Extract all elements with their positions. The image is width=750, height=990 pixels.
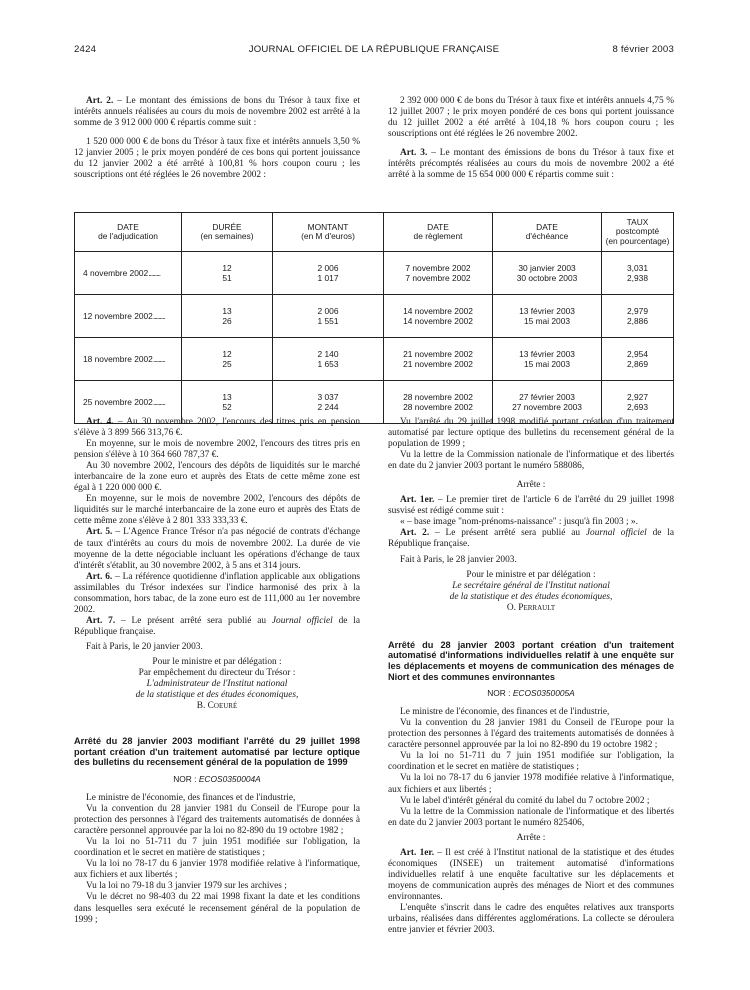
article-label: Art. 2. (400, 528, 430, 539)
quote-line: « – base image "nom-prénoms-naissance" : jusqu'à fin 2003 ; ». (400, 517, 638, 528)
header-echeance: DATE d'échéance (493, 213, 602, 252)
top-right-column (388, 96, 674, 181)
cell-adjudication: 12 novembre 2002......... (75, 295, 182, 338)
article-2-paragraph: Art. 2. – Le présent arrêté sera publié au Journal officiel de la République française. (388, 528, 675, 550)
cell-duree: 13 26 (182, 295, 273, 338)
arrete-heading: Arrête : (516, 480, 546, 491)
article-text: – Le montant des émissions de bons du Trésor à taux fixe et intérêts annuels réalisées au cours du mois de novembre 2002 est arrêté à la somme de 3 912 000 000 € répartis comme suit : (74, 96, 360, 129)
paragraph: Vu la loi no 51-711 du 7 juin 1951 modifiée sur l'obligation, la coordination et le secret en matière de statistiques ; (388, 751, 674, 773)
paragraph: Vu la loi no 78-17 du 6 janvier 1978 modifiée relative à l'informatique, aux fichiers et aux libertés ; (74, 859, 360, 881)
header-taux: TAUX postcompté (en pourcentage) (602, 213, 674, 252)
article-text: – Il est créé à l'Institut national de la statistique et des études économiques (INSEE) un traitement automatisé d'informations individuelles relatif à une enquête facultative sur les déplacements et moyens de communication auprès des ménages de Niort et des communes environnantes. (388, 847, 674, 902)
cell-duree: 12 25 (182, 338, 273, 381)
article-1-paragraph (388, 495, 674, 517)
article-2-paragraph (74, 96, 360, 129)
paragraph: Vu la loi no 79-18 du 3 janvier 1979 sur les archives ; (86, 881, 287, 892)
signatory-name: B. Coeuré (196, 701, 238, 712)
cell-adjudication: 4 novembre 2002......... (75, 252, 182, 295)
paragraph: Vu le décret no 98-403 du 22 mai 1998 fixant la date et les conditions dans lesquelles sera exécuté le recensement général de la population de 1999 ; (74, 892, 360, 925)
fait-line: Fait à Paris, le 20 janvier 2003. (86, 641, 203, 652)
paragraph: Vu la loi no 78-17 du 6 janvier 1978 modifiée relative à l'informatique, aux fichiers et aux libertés ; (388, 773, 674, 795)
journal-title: JOURNAL OFFICIEL DE LA RÉPUBLIQUE FRANÇAISE (248, 44, 500, 55)
paragraph: Vu la lettre de la Commission nationale de l'informatique et des libertés en date du 2 janvier 2003 portant le numéro 825406, (388, 806, 674, 828)
cell-reglement: 21 novembre 2002 21 novembre 2002 (384, 338, 493, 381)
signature-line: de la statistique et des études économiques, (449, 591, 613, 602)
article-text: – Le montant des émissions de bons du Trésor à taux fixe et intérêts précomptés réalisées au cours du mois de novembre 2002 a été arrêté à la somme de 15 654 000 000 € répartis comme suit : (388, 148, 674, 181)
paragraph: Vu le label d'intérêt général du comité du label du 7 octobre 2002 ; (400, 795, 650, 806)
auction-table (74, 212, 674, 424)
paragraph: Le ministre de l'économie, des finances et de l'industrie, (400, 707, 610, 718)
cell-reglement: 14 novembre 2002 14 novembre 2002 (384, 295, 493, 338)
paragraph: Vu l'arrêté du 29 juillet 1998 modifié portant création d'un traitement automatisé par lecture optique des bulletins du recensement général de la population de 1999 ; (388, 417, 674, 450)
cell-echeance: 30 janvier 2003 30 octobre 2003 (493, 252, 602, 295)
signature-line: Pour le ministre et par délégation : (152, 656, 282, 667)
signature-line: de la statistique et des études économiques, (135, 690, 299, 701)
article-label: Art. 2. (86, 96, 114, 106)
cell-reglement: 28 novembre 2002 28 novembre 2002 (384, 381, 493, 424)
cell-echeance: 13 février 2003 15 mai 2003 (493, 338, 602, 381)
cell-echeance: 27 février 2003 27 novembre 2003 (493, 381, 602, 424)
paragraph: Vu la loi no 51-711 du 7 juin 1951 modifiée sur l'obligation, la coordination et le secret en matière de statistiques ; (74, 837, 360, 859)
cell-montant: 2 006 1 551 (273, 295, 384, 338)
right-column (388, 417, 674, 936)
signature-line: Par empêchement du directeur du Trésor : (138, 668, 296, 679)
cell-reglement: 7 novembre 2002 7 novembre 2002 (384, 252, 493, 295)
top-left-column (74, 96, 360, 181)
cell-adjudication: 18 novembre 2002......... (75, 338, 182, 381)
signature-line: Pour le ministre et par délégation : (466, 569, 596, 580)
cell-duree: 12 51 (182, 252, 273, 295)
issue-date: 8 février 2003 (612, 44, 674, 55)
table-row (75, 295, 674, 338)
cell-montant: 2 006 1 017 (273, 252, 384, 295)
bond-issue-paragraph: 1 520 000 000 € de bons du Trésor à taux fixe et intérêts annuels 3,50 % 12 janvier 2005 ; le prix moyen pondéré de ces bons qui portent jouissance du 12 janvier 2002 a été arrêté à 100,81 % hors coupon couru ; les souscriptions ont été réglées le 26 novembre 2002 : (74, 137, 360, 181)
decree-title: Arrêté du 28 janvier 2003 portant création d'un traitement automatisé d'informations individuelles relatif à une enquête sur les déplacements et moyens de communication des ménages de Niort et des communes environnantes (388, 639, 674, 682)
article-label: Art. 1er. (400, 495, 435, 506)
table-header-row (75, 213, 674, 252)
article-label: Art. 5. (86, 527, 113, 538)
nor-reference: NOR : ECOS0350004A (173, 774, 261, 784)
cell-taux: 2,927 2,693 (602, 381, 674, 424)
article-label: Art. 1er. (400, 847, 435, 858)
table-row (75, 338, 674, 381)
table-row (75, 252, 674, 295)
article-label: Art. 4. (86, 417, 114, 427)
article-text: – La référence quotidienne d'inflation applicable aux obligations assimilables du Trésor indexées sur l'indice harmonisé des prix à la consommation, hors tabac, de la zone euro est de 111,000 au 1er novembre 2002. (74, 571, 361, 615)
left-column (74, 417, 360, 926)
paragraph: L'enquête s'inscrit dans le cadre des enquêtes relatives aux transports urbains, réalisées dans différentes agglomérations. La collecte se déroulera entre janvier et février 2003. (388, 902, 674, 936)
page-number: 2424 (74, 44, 97, 55)
header-adjudication: DATE de l'adjudication (75, 213, 182, 252)
paragraph: Vu la convention du 28 janvier 1981 du Conseil de l'Europe pour la protection des personnes à l'égard des traitements automatisés de données à caractère personnel approuvée par la loi no 82-890 du 19 octobre 1982 ; (74, 804, 360, 837)
cell-taux: 2,954 2,869 (602, 338, 674, 381)
signatory-name: O. Perrault (506, 602, 556, 613)
article-text: – Le premier tiret de l'article 6 de l'arrêté du 29 juillet 1998 susvisé est rédigé comme suit : (388, 495, 675, 517)
cell-duree: 13 52 (182, 381, 273, 424)
article-3-paragraph (388, 148, 674, 181)
cell-adjudication: 25 novembre 2002......... (75, 381, 182, 424)
cell-montant: 2 140 1 653 (273, 338, 384, 381)
paragraph: En moyenne, sur le mois de novembre 2002, l'encours des titres pris en pension s'élève à 10 364 660 787,37 €. (74, 439, 360, 461)
signature-line: Le secrétaire général de l'Institut national (452, 580, 610, 591)
article-5-paragraph (74, 527, 360, 571)
article-label: Art. 3. (400, 148, 428, 159)
decree-title: Arrêté du 28 janvier 2003 modifiant l'arrêté du 29 juillet 1998 portant création d'un traitement automatisé par lecture optique des bulletins du recensement général de la population de 1999 (74, 736, 360, 768)
paragraph: Vu la convention du 28 janvier 1981 du Conseil de l'Europe pour la protection des personnes à l'égard des traitements automatisés de données à caractère personnel approuvée par la loi no 82-890 du 19 octobre 1982 ; (388, 718, 674, 751)
article-6-paragraph (74, 572, 360, 616)
cell-taux: 2,979 2,886 (602, 295, 674, 338)
article-text: – L'Agence France Trésor n'a pas négocié de contrats d'échange de taux d'intérêts au cours du mois de novembre 2002. La durée de vie moyenne de la dette négociable incluant les opérations d'échange de taux d'intérêt s'établit, au 30 novembre 2002, à 5 ans et 314 jours. (74, 527, 360, 571)
article-4-paragraph (74, 417, 360, 439)
article-text: – Au 30 novembre 2002, l'encours des titres pris en pension s'élève à 3 899 566 313,76 €. (74, 417, 360, 439)
article-7-paragraph: Art. 7. – Le présent arrêté sera publié au Journal officiel de la République française. (74, 615, 361, 637)
header-montant: MONTANT (en M d'euros) (273, 213, 384, 252)
paragraph: Vu la lettre de la Commission nationale de l'informatique et des libertés en date du 2 janvier 2003 portant le numéro 588086, (388, 450, 674, 472)
article-label: Art. 6. (86, 571, 113, 582)
paragraph: Le ministre de l'économie, des finances et de l'industrie, (86, 793, 296, 804)
cell-taux: 3,031 2,938 (602, 252, 674, 295)
arrete-heading: Arrête : (516, 832, 546, 843)
header-reglement: DATE de règlement (384, 213, 493, 252)
signature-line: L'administrateur de l'Institut national (146, 679, 288, 690)
fait-line: Fait à Paris, le 28 janvier 2003. (400, 554, 517, 565)
paragraph: Au 30 novembre 2002, l'encours des dépôts de liquidités sur le marché interbancaire de la zone euro et auprès des Etats de cette même zone est égal à 1 220 000 000 €. (74, 461, 360, 494)
cell-echeance: 13 février 2003 15 mai 2003 (493, 295, 602, 338)
header-duree: DURÉE (en semaines) (182, 213, 273, 252)
paragraph: En moyenne, sur le mois de novembre 2002, l'encours des dépôts de liquidités sur le marché interbancaire de la zone euro et auprès des Etats de cette même zone s'élève à 2 801 333 333,33 €. (74, 494, 360, 527)
bond-issue-paragraph-2: 2 392 000 000 € de bons du Trésor à taux fixe et intérêts annuels 4,75 % 12 juillet 2007 ; le prix moyen pondéré de ces bons qui portent jouissance du 12 juillet 2002 a été arrêté à 104,18 % hors coupon couru ; les souscriptions ont été réglées le 26 novembre 2002. (388, 96, 674, 140)
cell-montant: 3 037 2 244 (273, 381, 384, 424)
article-1-paragraph (388, 848, 674, 903)
nor-reference: NOR : ECOS0350005A (487, 688, 575, 699)
page-header (74, 44, 674, 60)
article-label: Art. 7. (86, 615, 116, 626)
